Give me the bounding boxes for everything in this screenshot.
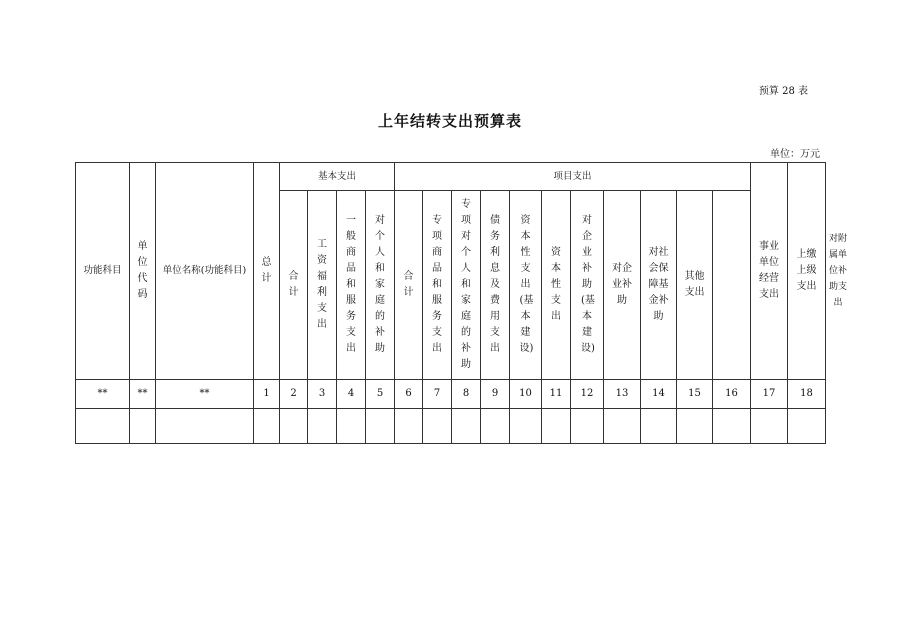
header-proj-ent: 对企业补助: [604, 191, 641, 380]
table-row: [76, 409, 826, 444]
header-proj-ent-build: 对企业补助(基本建设): [571, 191, 604, 380]
header-unit-name: 单位名称(功能科目): [156, 163, 254, 380]
header-basic-personal: 对个人和家庭的补助: [366, 191, 395, 380]
header-unit-code: 单位代码: [130, 163, 156, 380]
empty-cell[interactable]: [280, 409, 308, 444]
empty-cell[interactable]: [751, 409, 788, 444]
index-cell: **: [156, 380, 254, 409]
empty-cell[interactable]: [366, 409, 395, 444]
header-proj-capital: 资本性支出: [542, 191, 571, 380]
budget-table: 功能科目 单位代码 单位名称(功能科目) 总计 基本支出 项目支出 事业单位经营支出 上缴上级支出 对附属单位补助支出 合计 工资福利支出 一般商品和服务支出 对个人和家庭的补助 合计 专项商品和服务支出 专项对个人和家庭的补助 债务利息及费用支出 资本性支出(基本建设) 资本性支出 对企业补助(基本建设) 对企业补助 对社会保障基金补助 其他支出 ** ** ** 1 2 3 4 5 6 7 8 9 10 11 12 13 14 15 16 17 18: [75, 162, 826, 444]
header-proj-personal: 专项对个人和家庭的补助: [452, 191, 481, 380]
index-cell: **: [76, 380, 130, 409]
index-cell: 7: [423, 380, 452, 409]
empty-cell[interactable]: [452, 409, 481, 444]
header-proj-other: 其他支出: [677, 191, 713, 380]
index-cell: 8: [452, 380, 481, 409]
index-cell: 18: [788, 380, 826, 409]
header-basic-salary: 工资福利支出: [308, 191, 337, 380]
empty-cell[interactable]: [395, 409, 423, 444]
index-cell: 15: [677, 380, 713, 409]
form-number: 预算 28 表: [758, 86, 808, 97]
header-upper: 上缴上级支出: [788, 163, 826, 380]
empty-cell[interactable]: [308, 409, 337, 444]
header-basic-goods: 一般商品和服务支出: [337, 191, 366, 380]
index-cell: 5: [366, 380, 395, 409]
empty-cell[interactable]: [542, 409, 571, 444]
empty-cell[interactable]: [641, 409, 677, 444]
empty-cell[interactable]: [254, 409, 280, 444]
table-row: [76, 380, 826, 409]
index-cell: **: [130, 380, 156, 409]
index-cell: 10: [510, 380, 542, 409]
empty-cell[interactable]: [76, 409, 130, 444]
empty-cell[interactable]: [677, 409, 713, 444]
empty-cell[interactable]: [423, 409, 452, 444]
empty-cell[interactable]: [788, 409, 826, 444]
empty-cell[interactable]: [713, 409, 751, 444]
header-total: 总计: [254, 163, 280, 380]
header-proj-subtotal: 合计: [395, 191, 423, 380]
header-func-subject: 功能科目: [76, 163, 130, 380]
header-proj-debt: 债务利息及费用支出: [481, 191, 510, 380]
empty-cell[interactable]: [481, 409, 510, 444]
index-cell: 16: [713, 380, 751, 409]
unit-label: 单位：万元: [770, 149, 820, 160]
page-title: 上年结转支出预算表: [377, 112, 522, 130]
index-cell: 14: [641, 380, 677, 409]
index-cell: 3: [308, 380, 337, 409]
empty-cell[interactable]: [130, 409, 156, 444]
index-cell: 17: [751, 380, 788, 409]
index-cell: 4: [337, 380, 366, 409]
index-cell: 12: [571, 380, 604, 409]
empty-cell[interactable]: [510, 409, 542, 444]
index-cell: 13: [604, 380, 641, 409]
index-cell: 1: [254, 380, 280, 409]
header-proj-capital-build: 资本性支出(基本建设): [510, 191, 542, 380]
header-proj-social: 对社会保障基金补助: [641, 191, 677, 380]
header-basic-subtotal: 合计: [280, 191, 308, 380]
index-cell: 2: [280, 380, 308, 409]
index-cell: 11: [542, 380, 571, 409]
empty-cell[interactable]: [571, 409, 604, 444]
header-basic-group: 基本支出: [280, 163, 395, 191]
empty-cell[interactable]: [337, 409, 366, 444]
index-cell: 6: [395, 380, 423, 409]
empty-cell[interactable]: [604, 409, 641, 444]
header-project-group: 项目支出: [395, 163, 751, 191]
header-proj-goods: 专项商品和服务支出: [423, 191, 452, 380]
header-biz-unit: 事业单位经营支出: [751, 163, 788, 380]
empty-cell[interactable]: [156, 409, 254, 444]
index-cell: 9: [481, 380, 510, 409]
